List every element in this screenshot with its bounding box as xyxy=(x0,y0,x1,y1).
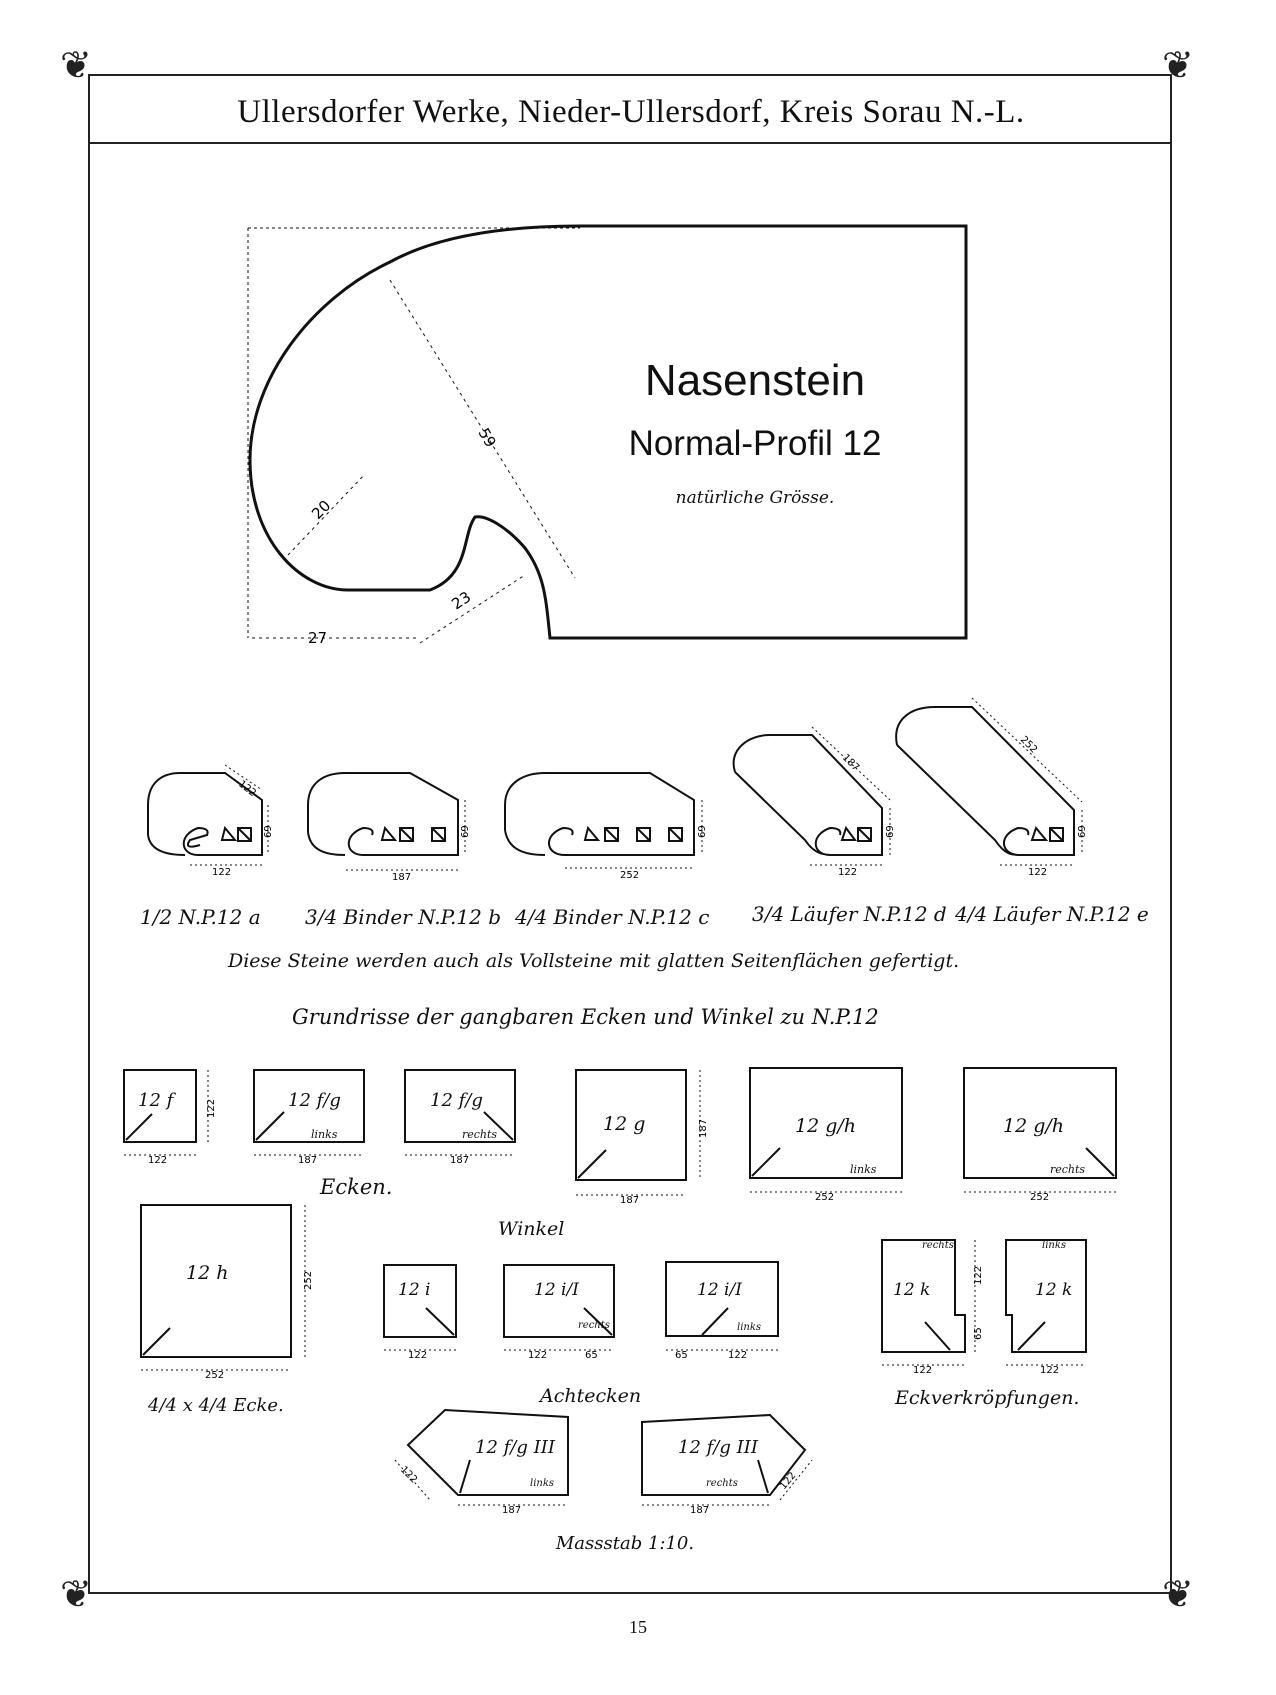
winkel-ir-w1: 122 xyxy=(528,1350,548,1361)
stone-d-len: 122 xyxy=(838,867,858,878)
big-corner-label: 4/4 x 4/4 Ecke. xyxy=(148,1395,284,1416)
section-heading: Grundrisse der gangbaren Ecken und Winkel zu N.P.12 xyxy=(292,1005,879,1029)
ecke-h-w: 252 xyxy=(205,1370,225,1381)
acht-r-diag: 122 xyxy=(777,1470,799,1492)
ecke-g-w: 187 xyxy=(620,1195,640,1206)
eckv-l-side: links xyxy=(1042,1240,1067,1251)
stone-d-label: 3/4 Läufer N.P.12 d xyxy=(752,902,947,926)
ecke-gh-r-w: 252 xyxy=(1030,1192,1050,1203)
stone-e-len: 122 xyxy=(1028,867,1048,878)
eckv-l-w: 122 xyxy=(1040,1365,1060,1376)
ecke-f-w: 122 xyxy=(148,1155,168,1166)
eckv-l-code: 12 k xyxy=(1035,1280,1073,1300)
ecke-gh-l-w: 252 xyxy=(815,1192,835,1203)
acht-l-diag: 122 xyxy=(397,1464,420,1486)
dim-23-label: 23 xyxy=(448,587,475,614)
acht-l-side: links xyxy=(530,1478,555,1489)
stone-e-h: 69 xyxy=(1077,825,1088,838)
ecke-fg-r-side: rechts xyxy=(462,1128,498,1141)
page-number: 15 xyxy=(629,1617,647,1637)
winkel-label: Winkel xyxy=(498,1218,565,1240)
stone-b-h: 69 xyxy=(460,825,471,838)
ecke-gh-l-code: 12 g/h xyxy=(795,1115,857,1137)
stone-d-diag: 187 xyxy=(839,752,862,774)
corner-ornament-icon: ❦ xyxy=(1162,43,1194,87)
stone-c-len: 252 xyxy=(620,870,640,881)
ecke-gh-l-side: links xyxy=(850,1163,877,1176)
ecke-fg-l-w: 187 xyxy=(298,1155,318,1166)
acht-r-side: rechts xyxy=(706,1478,738,1489)
ecke-gh-r-code: 12 g/h xyxy=(1003,1115,1065,1137)
acht-r-w: 187 xyxy=(690,1505,710,1516)
big-corner-code: 12 h xyxy=(186,1262,229,1284)
winkel-il-w2: 122 xyxy=(728,1350,748,1361)
ecke-gh-r-side: rechts xyxy=(1050,1163,1086,1176)
corner-ornament-icon: ❦ xyxy=(60,43,92,87)
stone-a-diag: 122 xyxy=(236,778,258,800)
stone-e-label: 4/4 Läufer N.P.12 e xyxy=(955,902,1149,926)
winkel-il-side: links xyxy=(737,1322,762,1333)
winkel-ir-side: rechts xyxy=(578,1320,610,1331)
stone-a-label: 1/2 N.P.12 a xyxy=(140,905,261,929)
winkel-il-w1: 65 xyxy=(675,1350,688,1361)
ecke-h-h: 252 xyxy=(303,1270,314,1290)
profile-note: natürliche Grösse. xyxy=(675,488,835,508)
dim-20-label: 20 xyxy=(308,496,335,523)
stone-a-len: 122 xyxy=(212,867,232,878)
ecken-label: Ecken. xyxy=(320,1175,393,1199)
corner-ornament-icon: ❦ xyxy=(60,1572,92,1616)
stone-b-len: 187 xyxy=(392,872,412,883)
eckv-r-code: 12 k xyxy=(893,1280,931,1300)
winkel-i-code: 12 i xyxy=(398,1280,431,1300)
page-header-title: Ullersdorfer Werke, Nieder-Ullersdorf, Kreis Sorau N.-L. xyxy=(237,94,1025,130)
winkel-ir-w2: 65 xyxy=(585,1350,598,1361)
eckv-label: Eckverkröpfungen. xyxy=(895,1387,1080,1409)
winkel-ir-code: 12 i/I xyxy=(534,1280,579,1300)
ecke-g-h: 187 xyxy=(698,1118,709,1138)
stone-c-h: 69 xyxy=(697,825,708,838)
ecke-fg-l-code: 12 f/g xyxy=(288,1090,341,1111)
ecke-f-h: 122 xyxy=(206,1098,217,1118)
eckv-r-w: 122 xyxy=(913,1365,933,1376)
profile-subtitle: Normal-Profil 12 xyxy=(628,424,882,463)
ecke-g-code: 12 g xyxy=(603,1113,646,1135)
eckv-r-side: rechts xyxy=(922,1240,954,1251)
acht-l-code: 12 f/g III xyxy=(475,1437,555,1458)
full-stones-note: Diese Steine werden auch als Vollsteine mit glatten Seitenflächen gefertigt. xyxy=(228,950,960,972)
stone-c-label: 4/4 Binder N.P.12 c xyxy=(515,905,710,929)
dim-27-label: 27 xyxy=(308,629,328,647)
corner-ornament-icon: ❦ xyxy=(1162,1572,1194,1616)
ecke-fg-l-side: links xyxy=(311,1128,338,1141)
dim-59-label: 59 xyxy=(474,425,500,451)
ecke-fg-r-w: 187 xyxy=(450,1155,470,1166)
acht-r-code: 12 f/g III xyxy=(678,1437,758,1458)
ecke-fg-r-code: 12 f/g xyxy=(430,1090,483,1111)
stone-d-h: 69 xyxy=(885,825,896,838)
ecke-f-code: 12 f xyxy=(138,1090,174,1111)
winkel-i-w: 122 xyxy=(408,1350,428,1361)
winkel-il-code: 12 i/I xyxy=(697,1280,742,1300)
profile-title: Nasenstein xyxy=(644,356,866,405)
stone-a-h: 69 xyxy=(263,825,274,838)
eckv-r-h1: 122 xyxy=(973,1265,984,1285)
stone-b-label: 3/4 Binder N.P.12 b xyxy=(305,905,502,929)
stone-e-diag: 252 xyxy=(1017,734,1040,756)
eckv-r-h2: 65 xyxy=(973,1327,984,1340)
scale-label: Massstab 1:10. xyxy=(555,1533,695,1554)
acht-l-w: 187 xyxy=(502,1505,522,1516)
achtecken-label: Achtecken xyxy=(540,1385,642,1407)
